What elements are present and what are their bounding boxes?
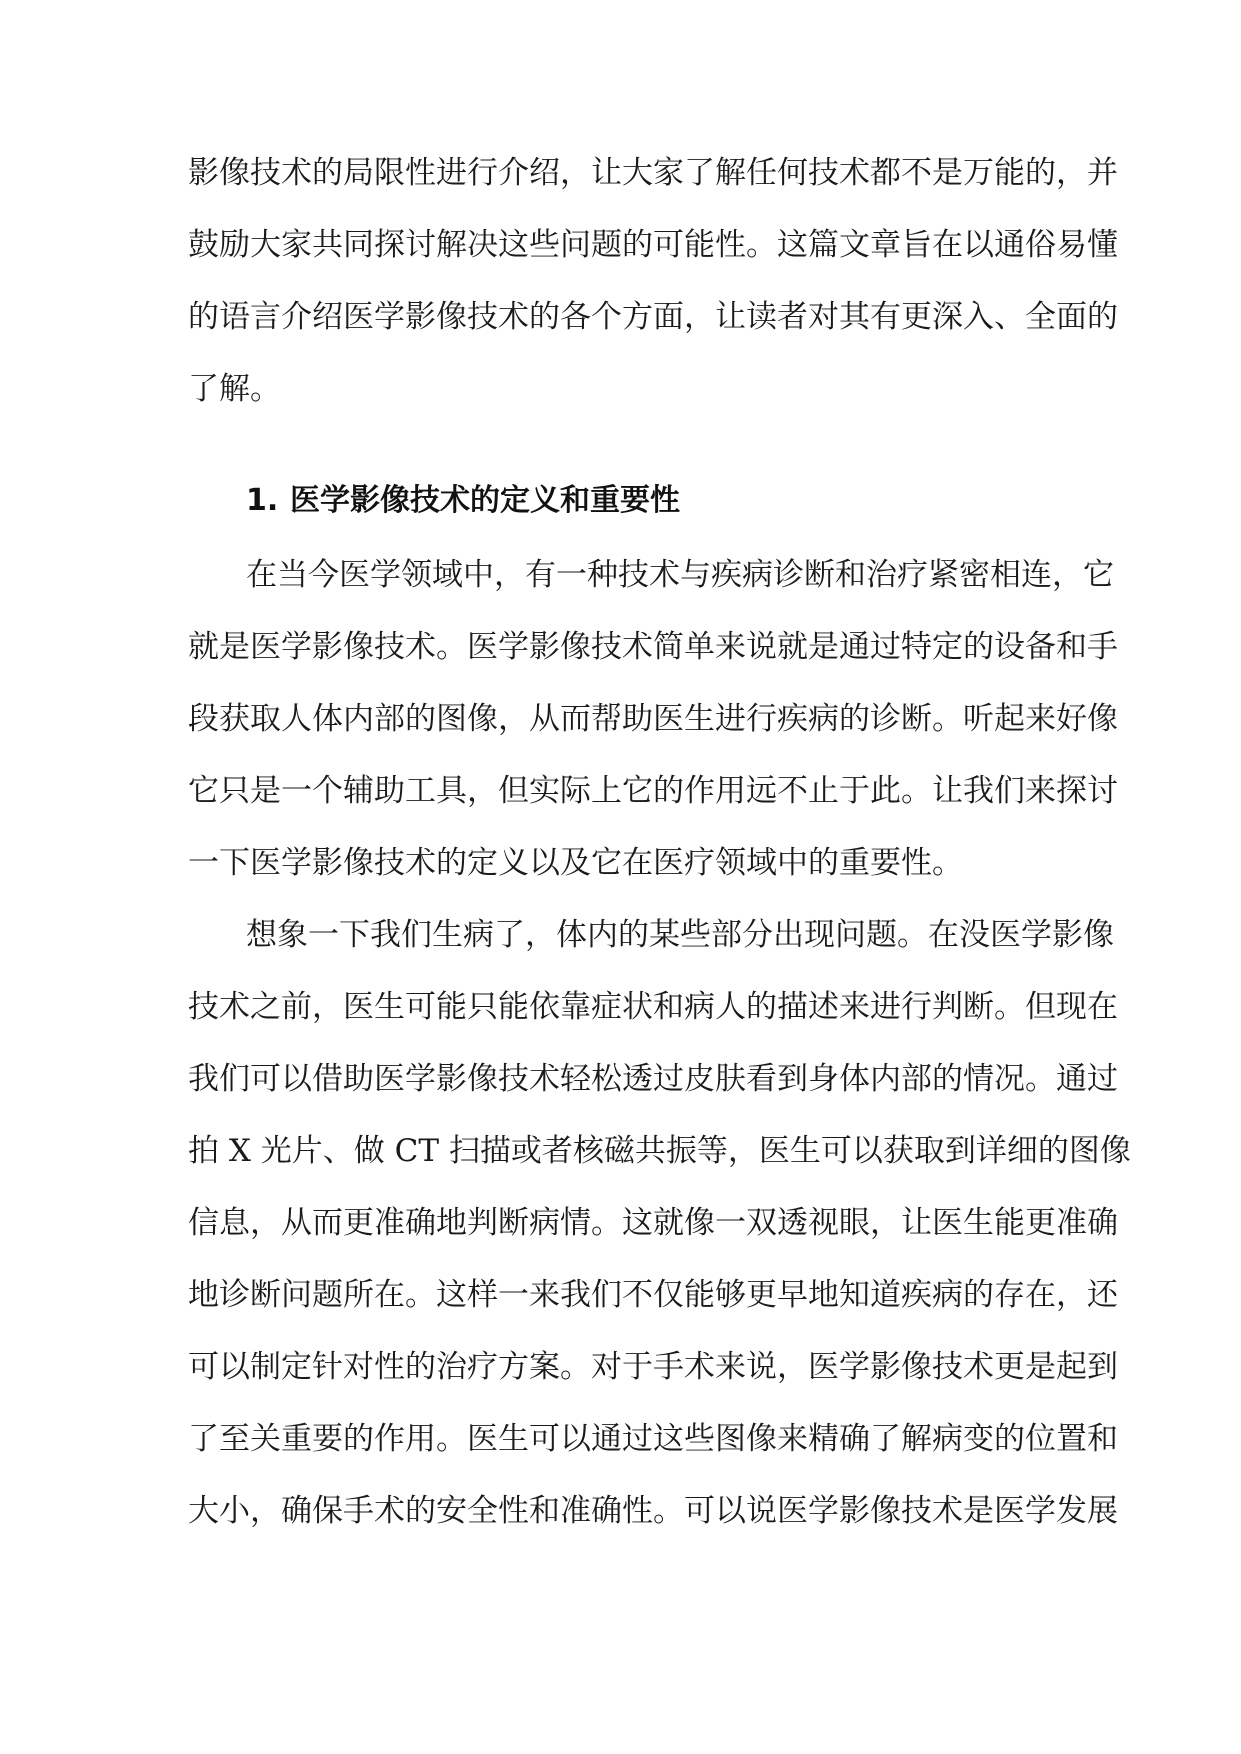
para2-line-1: 想象一下我们生病了，体内的某些部分出现问题。在没医学影像 <box>246 917 1114 953</box>
para2-line-6: 地诊断问题所在。这样一来我们不仅能够更早地知道疾病的存在，还 <box>188 1277 1118 1313</box>
intro-line-4: 了解。 <box>188 371 281 407</box>
para2-line-4: 拍 X 光片、做 CT 扫描或者核磁共振等，医生可以获取到详细的图像 <box>188 1133 1131 1169</box>
para1-line-2: 就是医学影像技术。医学影像技术简单来说就是通过特定的设备和手 <box>188 629 1118 665</box>
section-heading <box>246 483 680 518</box>
para2-line-3: 我们可以借助医学影像技术轻松透过皮肤看到身体内部的情况。通过 <box>188 1061 1118 1097</box>
intro-line-2: 鼓励大家共同探讨解决这些问题的可能性。这篇文章旨在以通俗易懂 <box>188 227 1118 263</box>
para2-line-5: 信息，从而更准确地判断病情。这就像一双透视眼，让医生能更准确 <box>188 1205 1118 1241</box>
section-title: 医学影像技术的定义和重要性 <box>290 483 680 518</box>
intro-line-1: 影像技术的局限性进行介绍，让大家了解任何技术都不是万能的，并 <box>188 155 1118 191</box>
para2-line-7: 可以制定针对性的治疗方案。对于手术来说，医学影像技术更是起到 <box>188 1349 1118 1385</box>
para1-line-3: 段获取人体内部的图像，从而帮助医生进行疾病的诊断。听起来好像 <box>188 701 1118 737</box>
para2-line-9: 大小，确保手术的安全性和准确性。可以说医学影像技术是医学发展 <box>188 1493 1118 1529</box>
intro-line-3: 的语言介绍医学影像技术的各个方面，让读者对其有更深入、全面的 <box>188 299 1118 335</box>
para1-line-4: 它只是一个辅助工具，但实际上它的作用远不止于此。让我们来探讨 <box>188 773 1118 809</box>
para1-line-5: 一下医学影像技术的定义以及它在医疗领域中的重要性。 <box>188 845 963 881</box>
section-number: 1. <box>246 483 279 518</box>
para2-line-8: 了至关重要的作用。医生可以通过这些图像来精确了解病变的位置和 <box>188 1421 1118 1457</box>
para1-line-1: 在当今医学领域中，有一种技术与疾病诊断和治疗紧密相连，它 <box>246 557 1114 593</box>
para2-line-2: 技术之前，医生可能只能依靠症状和病人的描述来进行判断。但现在 <box>188 989 1118 1025</box>
